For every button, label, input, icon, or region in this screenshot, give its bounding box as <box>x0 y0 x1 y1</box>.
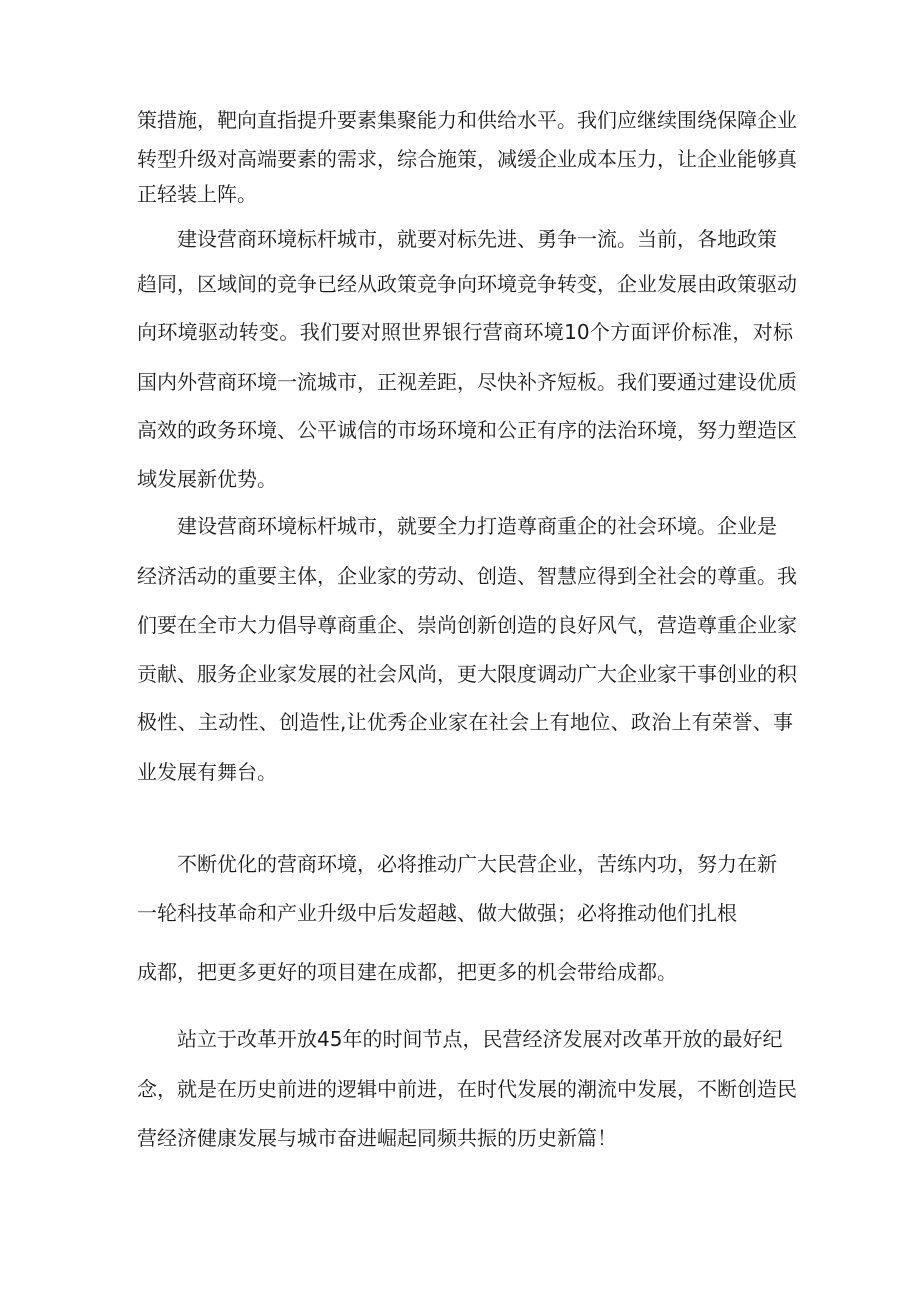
paragraph-4-line-1: 不断优化的营商环境，必将推动广大民营企业，苦练内功，努力在新 <box>177 852 777 876</box>
paragraph-2-line-6: 域发展新优势。 <box>137 467 277 491</box>
paragraph-4-line-2: 一轮科技革命和产业升级中后发超越、做大做强；必将推动他们扎根 <box>137 901 737 925</box>
paragraph-3-line-5: 极性、主动性、创造性,让优秀企业家在社会上有地位、政治上有荣誉、事 <box>137 710 793 734</box>
paragraph-5-line-2: 念，就是在历史前进的逻辑中前进，在时代发展的潮流中发展，不断创造民 <box>137 1077 797 1101</box>
paragraph-1-line-3: 正轻装上阵。 <box>137 182 257 206</box>
paragraph-5-line-3: 营经济健康发展与城市奋进崛起同频共振的历史新篇！ <box>137 1126 617 1150</box>
paragraph-2-line-2: 趋同，区域间的竞争已经从政策竞争向环境竞争转变，企业发展由政策驱动 <box>137 272 797 296</box>
paragraph-3-line-3: 们要在全市大力倡导尊商重企、崇尚创新创造的良好风气，营造尊重企业家 <box>137 613 797 637</box>
paragraph-2-line-4: 国内外营商环境一流城市，正视差距，尽快补齐短板。我们要通过建设优质 <box>137 370 797 394</box>
paragraph-3-line-6: 业发展有舞台。 <box>137 760 277 784</box>
paragraph-2-line-1: 建设营商环境标杆城市，就要对标先进、勇争一流。当前，各地政策 <box>177 227 777 251</box>
paragraph-3-line-2: 经济活动的重要主体，企业家的劳动、创造、智慧应得到全社会的尊重。我 <box>137 564 797 588</box>
paragraph-3-line-4: 贡献、服务企业家发展的社会风尚，更大限度调动广大企业家干事创业的积 <box>137 662 797 686</box>
paragraph-1-line-1: 策措施，靶向直指提升要素集聚能力和供给水平。我们应继续围绕保障企业 <box>137 108 797 132</box>
paragraph-1-line-2: 转型升级对高端要素的需求，综合施策，减缓企业成本压力，让企业能够真 <box>137 147 797 171</box>
paragraph-2-line-5: 高效的政务环境、公平诚信的市场环境和公正有序的法治环境，努力塑造区 <box>137 418 797 442</box>
paragraph-4-line-3: 成都，把更多更好的项目建在成都，把更多的机会带给成都。 <box>137 960 677 984</box>
paragraph-2-line-3: 向环境驱动转变。我们要对照世界银行营商环境10个方面评价标准，对标 <box>137 320 793 344</box>
paragraph-3-line-1: 建设营商环境标杆城市，就要全力打造尊商重企的社会环境。企业是 <box>177 514 777 538</box>
paragraph-5-line-1: 站立于改革开放45年的时间节点，民营经济发展对改革开放的最好纪 <box>177 1027 783 1051</box>
